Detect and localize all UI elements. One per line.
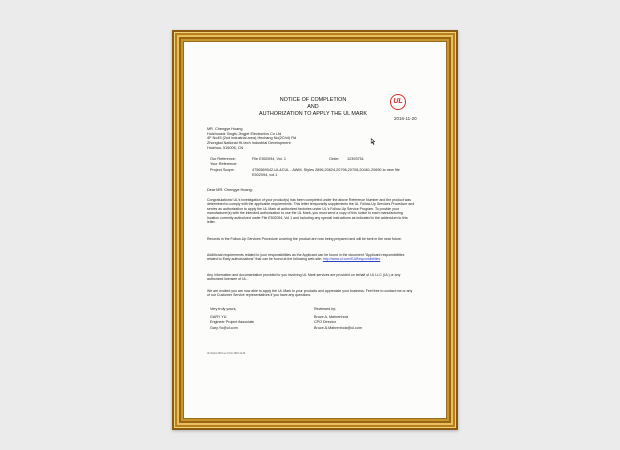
recipient-line: Zhongkai National Hi-tech Industrial Development [207, 141, 291, 146]
order-label: Order [329, 157, 339, 161]
paragraph-congratulations: Congratulations! UL's investigation of your product(s) has been completed under the above Reference Number and the product was determined to comply with the applicable requirements. This letter temporarily supplements the UL Follow-Up Services Procedure and serves as authorization to apply the UL Mark at authorized factories under UL's Follow-Up Service Program. To provide your manufacturer(s) with the intended authorization to use the UL Mark, you must send a copy of this notice to each manufacturing location currently authorized under File E502094, Vol 1 and including any special instructions as indicated in the addendum to this letter. [207, 198, 415, 225]
paragraph-records: Records in the Follow-Up Services Procedure covering the product are now being prepared and will be sent in the near future. [207, 237, 402, 241]
responsibilities-link[interactable]: http://www.ul.com/EAResponsibilities [322, 257, 381, 262]
our-reference-value: File E502094, Vol. 1 [252, 157, 286, 161]
notice-title [238, 97, 388, 117]
title-line-1: NOTICE OF COMPLETION [279, 97, 347, 103]
your-reference-label: Your Reference: [210, 162, 238, 167]
reviewer-title: CPO Director [314, 320, 336, 325]
document-footer: UL Notice 0001 rev 0.0.1/ 2015-11-20 [207, 353, 246, 355]
requirements-text: Additional requirements related to your responsibilities as the Applicant can be found in the document "Applicant responsibilities related to Early authorizations" that can be found at the following web-site: [207, 253, 405, 262]
recipient-block [207, 127, 296, 151]
ul-logo-icon: UL [390, 94, 406, 110]
reviewed-by-label: Reviewed by: [314, 307, 337, 311]
signature-left [210, 307, 254, 331]
signature-right [314, 307, 362, 331]
recipient-line: 4F No45 (2nd industrial area) Hechang No(2Ch4) Rd [207, 136, 297, 141]
our-reference-label: Our Reference: [210, 157, 236, 161]
signer-email: Gary.Yu@ul.com [210, 325, 238, 330]
notice-date: 2016-11-20 [394, 116, 417, 121]
recipient-line: Huizhou, 516006, CN [207, 145, 244, 150]
reference-table [210, 157, 410, 177]
mouse-cursor-icon [370, 138, 377, 145]
project-scope-label: Project Scope: [210, 167, 235, 172]
signer-title: Engineer Project Associate [210, 320, 255, 325]
ref-row-project-scope [210, 168, 410, 178]
paragraph-information: Any information and documentation provided to you involving UL Mark services are provided on behalf of UL LLC (UL) or any authorized licensee of UL. [207, 273, 401, 282]
title-line-3: AUTHORIZATION TO APPLY THE UL MARK [259, 110, 367, 117]
recipient-name: MR. Chengye Huang [207, 127, 243, 131]
order-value: 12393751 [347, 157, 364, 161]
recipient-line: Huizhousiz Xingfu Jingjet Electronics Co Ltd [207, 131, 282, 136]
project-scope-value: 4756569042-UL&CUL - AWM, Styles 2896,20624,20796,20706,20461,20690 to new file E502094, vol.1 [252, 167, 400, 177]
reviewer-email: Bruce.A.Mahrenholz@ul.com [314, 325, 363, 330]
paragraph-closing: We are excited you are now able to apply the UL Mark to your products and appreciate your business. Feel free to contact me or any of our Customer Service representatives if you have any questions. [207, 289, 413, 298]
paragraph-requirements [207, 253, 415, 262]
closing-text: Very truly yours, [210, 307, 237, 311]
title-line-2: AND [307, 103, 319, 110]
reviewer-name: Bruce A. Mahrenholz [314, 315, 349, 320]
salutation: Dear MR. Chengye Huang: [207, 188, 253, 192]
signer-name: GARY YU [210, 315, 227, 320]
